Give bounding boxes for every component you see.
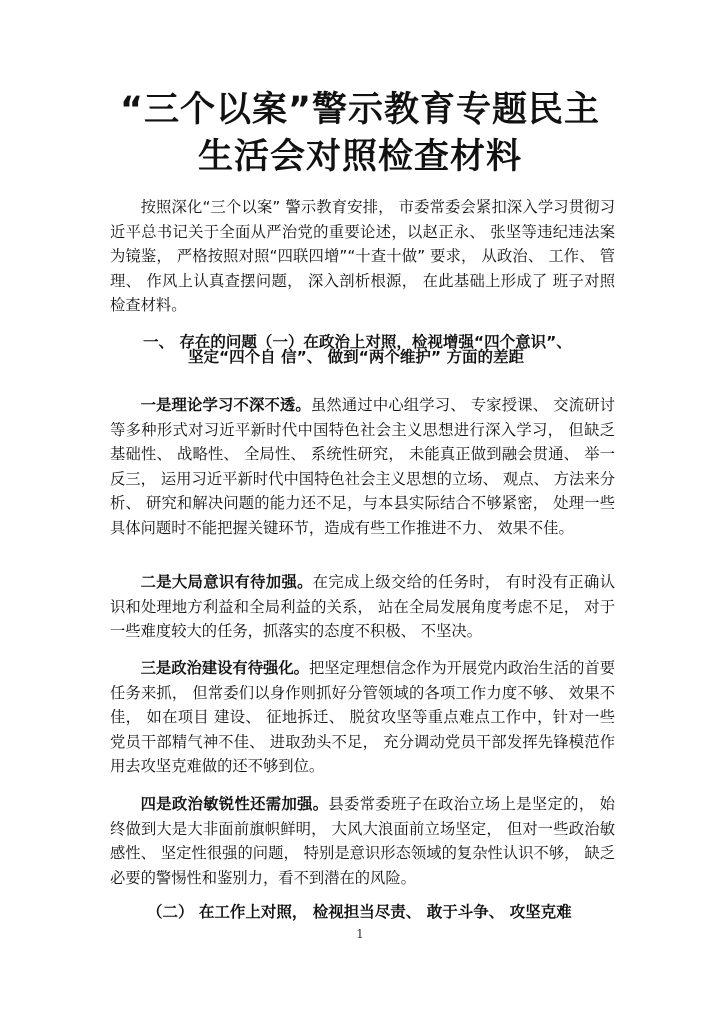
item-paragraph [110,656,615,779]
section-1-heading-line-2: 坚定“四个自 信”、 做到“两个维护” 方面的差距 [188,348,524,366]
item-lead: 一是理论学习不深不透。 [140,396,311,414]
item-lead: 二是大局意识有待加强。 [140,573,313,591]
item-paragraph [110,570,615,644]
item-paragraph [110,792,615,890]
item-lead: 三是政治建设有待强化。 [140,659,309,677]
item-body: 县委常委班子在政治立场上是坚定的， 始终做到大是大非面前旗帜鲜明， 大风大浪面前立场坚定， 但对一些政治敏感性、 坚定性很强的问题， 特别是意识形态领域的复杂性认识不够， 缺乏必要的警惕性和鉴别力，看不到潜在的风险。 [110,795,615,887]
item-body: 把坚定理想信念作为开展党内政治生活的首要任务来抓， 但常委们以身作则抓好分管领域的各项工作力度不够、 效果不佳， 如在项目 建设、 征地拆迁、 脱贫攻坚等重点难点工作中，针对一些党员干部精气神不佳、 进取劲头不足， 充分调动党员干部发挥先锋模范作用去攻坚克难做的还不够到位。 [110,659,615,776]
page-number: 1 [356,927,364,941]
item-paragraph [110,393,615,541]
document-title-line-1: “三个以案”警示教育专题民主 [119,90,600,130]
item-body: 虽然通过中心组学习、 专家授课、 交流研讨等多种形式对习近平新时代中国特色社会主义思想进行深入学习， 但缺乏基础性、 战略性、 全局性、 系统性研究， 未能真正做到融会贯通、 举一反三， 运用习近平新时代中国特色社会主义思想的立场、 观点、 方法来分析、 研究和解决问题的能力还不足，与本县实际结合不够紧密， 处理一些具体问题时不能把握关键环节，造成有些工作推进不力、 效果不佳。 [110,396,615,537]
item-lead: 四是政治敏锐性还需加强。 [140,795,329,813]
document-title-line-2: 生活会对照检查材料 [197,137,522,177]
intro-paragraph: 按照深化“三个以案” 警示教育安排， 市委常委会紧扣深入学习贯彻习近平总书记关于全面从严治党的重要论述，以赵正永、 张坚等违纪违法案为镜鉴， 严格按照对照“四联四增”“十查十做” 要求， 从政治、 工作、 管理、 作风上认真查摆问题， 深入剖析根源， 在此基础上形成了 班子对照检查材料。 [110,198,615,315]
section-2-heading: （二） 在工作上对照， 检视担当尽责、 敢于斗争、 攻坚克难 [147,903,572,921]
item-body: 在完成上级交给的任务时， 有时没有正确认识和处理地方利益和全局利益的关系， 站在全局发展角度考虑不足， 对于一些难度较大的任务，抓落实的态度不积极、 不坚决。 [110,573,615,641]
section-1-heading-line-1: 一、 存在的问题（一）在政治上对照，检视增强“四个意识”、 [143,333,572,351]
